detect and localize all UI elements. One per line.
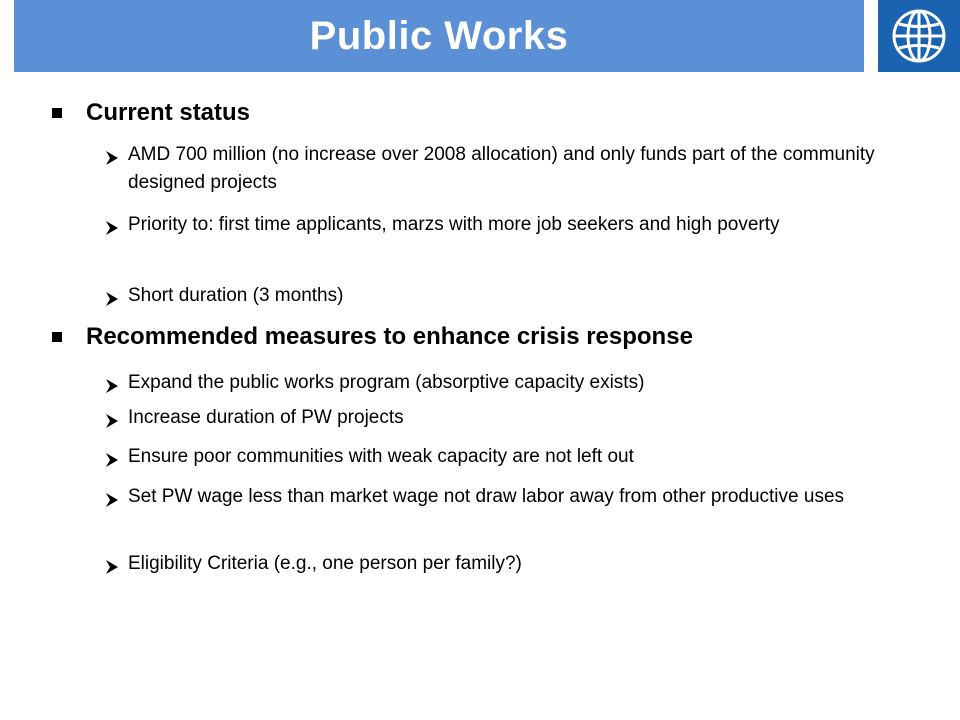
section-heading-text: Current status [86,99,251,126]
list-item [104,550,894,584]
square-bullet-icon [52,332,62,342]
arrow-bullet-icon [104,404,128,438]
list-item-text: Ensure poor communities with weak capacity are not left out [128,446,634,467]
arrow-bullet-icon [104,443,128,477]
list-item-text: Set PW wage less than market wage not draw labor away from other productive uses [128,486,845,507]
list-item [104,211,894,245]
square-bullet-icon [52,108,62,118]
section-heading-text: Recommended measures to enhance crisis response [86,323,693,350]
arrow-bullet-icon [104,141,128,175]
section-heading [52,323,693,351]
arrow-bullet-icon [104,211,128,245]
list-item-text: Priority to: first time applicants, marzs with more job seekers and high poverty [128,214,780,235]
list-item-text: Increase duration of PW projects [128,407,404,428]
list-item-text: Eligibility Criteria (e.g., one person per family?) [128,553,522,574]
list-item [104,369,894,403]
arrow-bullet-icon [104,369,128,403]
slide-title: Public Works [309,13,569,58]
list-item [104,443,894,477]
list-item [104,141,894,197]
list-item [104,404,894,438]
list-item [104,282,894,316]
section-heading [52,99,250,127]
list-item-text: Short duration (3 months) [128,285,344,306]
arrow-bullet-icon [104,483,128,517]
arrow-bullet-icon [104,550,128,584]
arrow-bullet-icon [104,282,128,316]
list-item-text: Expand the public works program (absorptive capacity exists) [128,372,645,393]
list-item [104,483,894,517]
list-item-text: AMD 700 million (no increase over 2008 allocation) and only funds part of the community designed projects [128,144,875,193]
